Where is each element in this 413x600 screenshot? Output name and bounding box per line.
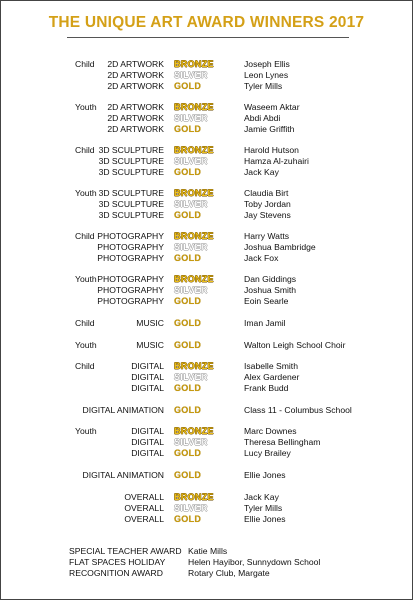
- category-label: 3D SCULPTURE: [98, 156, 164, 166]
- bronze-medal-label: BRONZE: [174, 231, 214, 241]
- category-label: 3D SCULPTURE: [98, 199, 164, 209]
- age-group-label: Child: [75, 59, 95, 69]
- winner-name: Dan Giddings: [244, 274, 297, 284]
- category-label: DIGITAL ANIMATION: [82, 405, 164, 415]
- award-row: [1, 361, 412, 372]
- bronze-medal-label: BRONZE: [174, 492, 214, 502]
- award-row: [1, 59, 412, 70]
- age-group-label: Youth: [75, 426, 97, 436]
- category-label: 3D SCULPTURE: [98, 210, 164, 220]
- age-group-label: Youth: [75, 188, 97, 198]
- winner-name: Ellie Jones: [244, 514, 286, 524]
- bronze-medal-label: BRONZE: [174, 145, 214, 155]
- winner-name: Class 11 - Columbus School: [244, 405, 352, 415]
- page-title: THE UNIQUE ART AWARD WINNERS 2017: [48, 14, 365, 31]
- winner-name: Iman Jamil: [244, 318, 286, 328]
- winner-name: Jamie Griffith: [244, 124, 295, 134]
- winner-name: Claudia Birt: [244, 188, 289, 198]
- category-label: PHOTOGRAPHY: [97, 231, 164, 241]
- special-award-recipient: Rotary Club, Margate: [188, 568, 270, 578]
- winner-name: Jay Stevens: [244, 210, 291, 220]
- special-award-recipient: Helen Hayibor, Sunnydown School: [188, 557, 321, 567]
- category-label: MUSIC: [136, 340, 164, 350]
- gold-medal-label: GOLD: [174, 253, 202, 263]
- special-award-row: [1, 557, 412, 568]
- winner-name: Ellie Jones: [244, 470, 286, 480]
- gold-medal-label: GOLD: [174, 514, 202, 524]
- winner-name: Marc Downes: [244, 426, 297, 436]
- silver-medal-label: SILVER: [174, 199, 208, 209]
- category-label: 2D ARTWORK: [107, 124, 164, 134]
- silver-medal-label: SILVER: [174, 156, 208, 166]
- award-row: [1, 81, 412, 92]
- age-group-label: Child: [75, 318, 95, 328]
- silver-medal-label: SILVER: [174, 437, 208, 447]
- winner-name: Harry Watts: [244, 231, 290, 241]
- age-group-label: Youth: [75, 274, 97, 284]
- gold-medal-label: GOLD: [174, 470, 202, 480]
- award-row: [1, 156, 412, 167]
- award-row: [1, 372, 412, 383]
- winner-name: Lucy Brailey: [244, 448, 291, 458]
- winner-name: Toby Jordan: [244, 199, 291, 209]
- title-divider: [67, 37, 349, 38]
- award-row: [1, 318, 412, 329]
- award-row: [1, 70, 412, 81]
- award-row: [1, 253, 412, 264]
- winner-name: Joshua Bambridge: [244, 242, 316, 252]
- category-label: OVERALL: [124, 492, 164, 502]
- bronze-medal-label: BRONZE: [174, 361, 214, 371]
- award-row: [1, 124, 412, 135]
- age-group-label: Child: [75, 145, 95, 155]
- gold-medal-label: GOLD: [174, 81, 202, 91]
- category-label: 2D ARTWORK: [107, 102, 164, 112]
- winner-name: Harold Hutson: [244, 145, 299, 155]
- category-label: DIGITAL: [131, 448, 164, 458]
- gold-medal-label: GOLD: [174, 124, 202, 134]
- special-award-recipient: Katie Mills: [188, 546, 228, 556]
- gold-medal-label: GOLD: [174, 210, 202, 220]
- special-award-row: [1, 568, 412, 579]
- award-row: [1, 383, 412, 394]
- gold-medal-label: GOLD: [174, 296, 202, 306]
- gold-medal-label: GOLD: [174, 167, 202, 177]
- category-label: DIGITAL ANIMATION: [82, 470, 164, 480]
- category-label: 3D SCULPTURE: [98, 188, 164, 198]
- special-award-row: [1, 546, 412, 557]
- gold-medal-label: GOLD: [174, 405, 202, 415]
- award-row: [1, 102, 412, 113]
- winner-name: Alex Gardener: [244, 372, 300, 382]
- silver-medal-label: SILVER: [174, 113, 208, 123]
- winner-name: Frank Budd: [244, 383, 289, 393]
- award-row: [1, 210, 412, 221]
- winner-name: Tyler Mills: [244, 81, 283, 91]
- award-row: [1, 231, 412, 242]
- winner-name: Leon Lynes: [244, 70, 289, 80]
- winner-name: Jack Fox: [244, 253, 279, 263]
- category-label: DIGITAL: [131, 383, 164, 393]
- bronze-medal-label: BRONZE: [174, 59, 214, 69]
- category-label: OVERALL: [124, 503, 164, 513]
- winner-name: Theresa Bellingham: [244, 437, 321, 447]
- award-row: [1, 113, 412, 124]
- category-label: MUSIC: [136, 318, 164, 328]
- category-label: PHOTOGRAPHY: [97, 253, 164, 263]
- category-label: PHOTOGRAPHY: [97, 242, 164, 252]
- category-label: PHOTOGRAPHY: [97, 296, 164, 306]
- category-label: 3D SCULPTURE: [98, 145, 164, 155]
- gold-medal-label: GOLD: [174, 318, 202, 328]
- award-row: [1, 199, 412, 210]
- category-label: DIGITAL: [131, 372, 164, 382]
- award-row: [1, 167, 412, 178]
- award-row: [1, 426, 412, 437]
- award-row: [1, 188, 412, 199]
- award-row: [1, 405, 412, 416]
- winner-name: Tyler Mills: [244, 503, 283, 513]
- category-label: 3D SCULPTURE: [98, 167, 164, 177]
- award-row: [1, 514, 412, 525]
- bronze-medal-label: BRONZE: [174, 274, 214, 284]
- winner-name: Joseph Ellis: [244, 59, 290, 69]
- winner-name: Walton Leigh School Choir: [244, 340, 346, 350]
- winner-name: Jack Kay: [244, 167, 279, 177]
- category-label: DIGITAL: [131, 437, 164, 447]
- winner-name: Abdi Abdi: [244, 113, 281, 123]
- winner-name: Jack Kay: [244, 492, 279, 502]
- gold-medal-label: GOLD: [174, 448, 202, 458]
- award-row: [1, 285, 412, 296]
- award-row: [1, 503, 412, 514]
- award-row: [1, 274, 412, 285]
- silver-medal-label: SILVER: [174, 285, 208, 295]
- age-group-label: Child: [75, 361, 95, 371]
- silver-medal-label: SILVER: [174, 242, 208, 252]
- award-row: [1, 437, 412, 448]
- category-label: 2D ARTWORK: [107, 113, 164, 123]
- category-label: PHOTOGRAPHY: [97, 274, 164, 284]
- award-row: [1, 470, 412, 481]
- award-row: [1, 340, 412, 351]
- category-label: 2D ARTWORK: [107, 59, 164, 69]
- silver-medal-label: SILVER: [174, 372, 208, 382]
- winner-name: Hamza Al-zuhairi: [244, 156, 309, 166]
- award-row: [1, 296, 412, 307]
- winner-name: Waseem Aktar: [244, 102, 300, 112]
- award-row: [1, 242, 412, 253]
- category-label: 2D ARTWORK: [107, 70, 164, 80]
- age-group-label: Youth: [75, 340, 97, 350]
- award-row: [1, 492, 412, 503]
- category-label: DIGITAL: [131, 426, 164, 436]
- category-label: PHOTOGRAPHY: [97, 285, 164, 295]
- winner-name: Isabelle Smith: [244, 361, 298, 371]
- category-label: OVERALL: [124, 514, 164, 524]
- gold-medal-label: GOLD: [174, 383, 202, 393]
- category-label: DIGITAL: [131, 361, 164, 371]
- bronze-medal-label: BRONZE: [174, 102, 214, 112]
- award-row: [1, 448, 412, 459]
- age-group-label: Youth: [75, 102, 97, 112]
- winner-name: Eoin Searle: [244, 296, 289, 306]
- silver-medal-label: SILVER: [174, 70, 208, 80]
- winner-name: Joshua Smith: [244, 285, 297, 295]
- bronze-medal-label: BRONZE: [174, 188, 214, 198]
- gold-medal-label: GOLD: [174, 340, 202, 350]
- award-row: [1, 145, 412, 156]
- category-label: 2D ARTWORK: [107, 81, 164, 91]
- silver-medal-label: SILVER: [174, 503, 208, 513]
- age-group-label: Child: [75, 231, 95, 241]
- bronze-medal-label: BRONZE: [174, 426, 214, 436]
- special-award-label: RECOGNITION AWARD: [69, 568, 163, 578]
- special-award-label: SPECIAL TEACHER AWARD: [69, 546, 182, 556]
- special-award-label: FLAT SPACES HOLIDAY: [69, 557, 166, 567]
